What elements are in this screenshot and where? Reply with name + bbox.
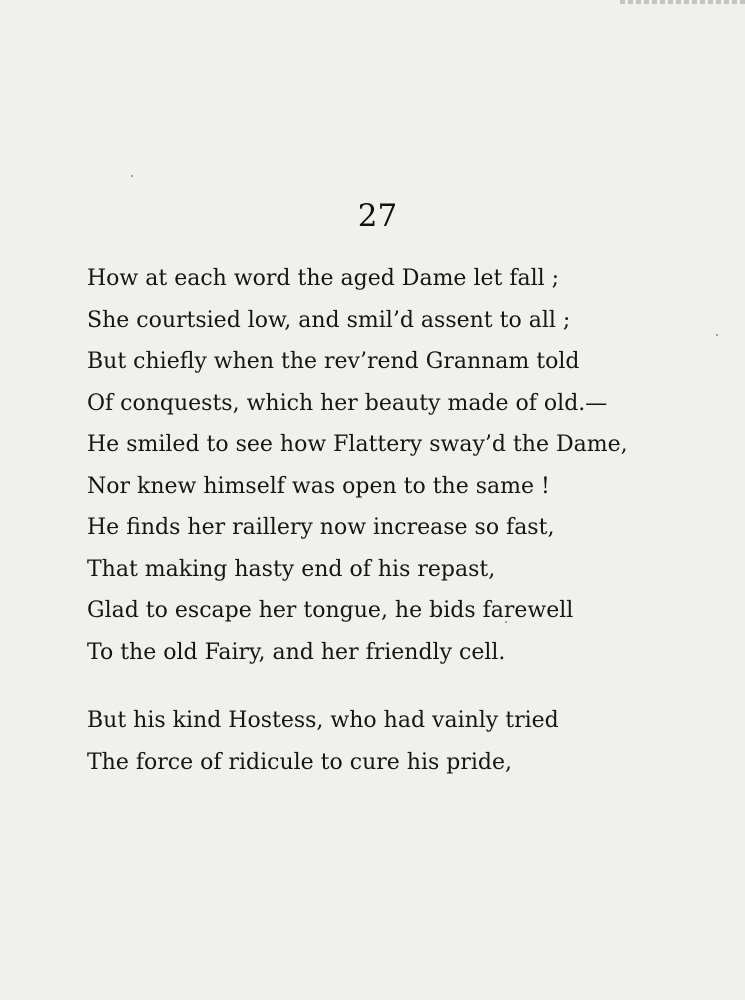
page-number: 27 — [357, 198, 398, 234]
stanza-1 — [87, 258, 628, 673]
paper-speck — [716, 334, 718, 336]
page-edge-mark — [620, 0, 745, 4]
verse-line: But his kind Hostess, who had vainly tried — [87, 708, 559, 733]
verse-line: Nor knew himself was open to the same ! — [87, 473, 550, 499]
verse-line: But chiefly when the rev’rend Grannam told — [87, 349, 580, 374]
verse-line: She courtsied low, and smil’d assent to all ; — [87, 307, 571, 333]
verse-line: Glad to escape her tongue, he bids farewell — [87, 598, 574, 623]
verse-line: He smiled to see how Flattery sway’d the Dame, — [87, 432, 628, 457]
verse-line: Of conquests, which her beauty made of old.— — [87, 390, 608, 416]
verse-line: That making hasty end of his repast, — [87, 556, 496, 582]
verse-line: The force of ridicule to cure his pride, — [87, 749, 513, 775]
paper-speck — [131, 175, 133, 177]
verse-line: To the old Fairy, and her friendly cell. — [87, 639, 506, 665]
verse-line: How at each word the aged Dame let fall ; — [87, 266, 560, 291]
stanza-2 — [87, 700, 559, 783]
verse-line: He finds her raillery now increase so fast, — [87, 515, 555, 540]
